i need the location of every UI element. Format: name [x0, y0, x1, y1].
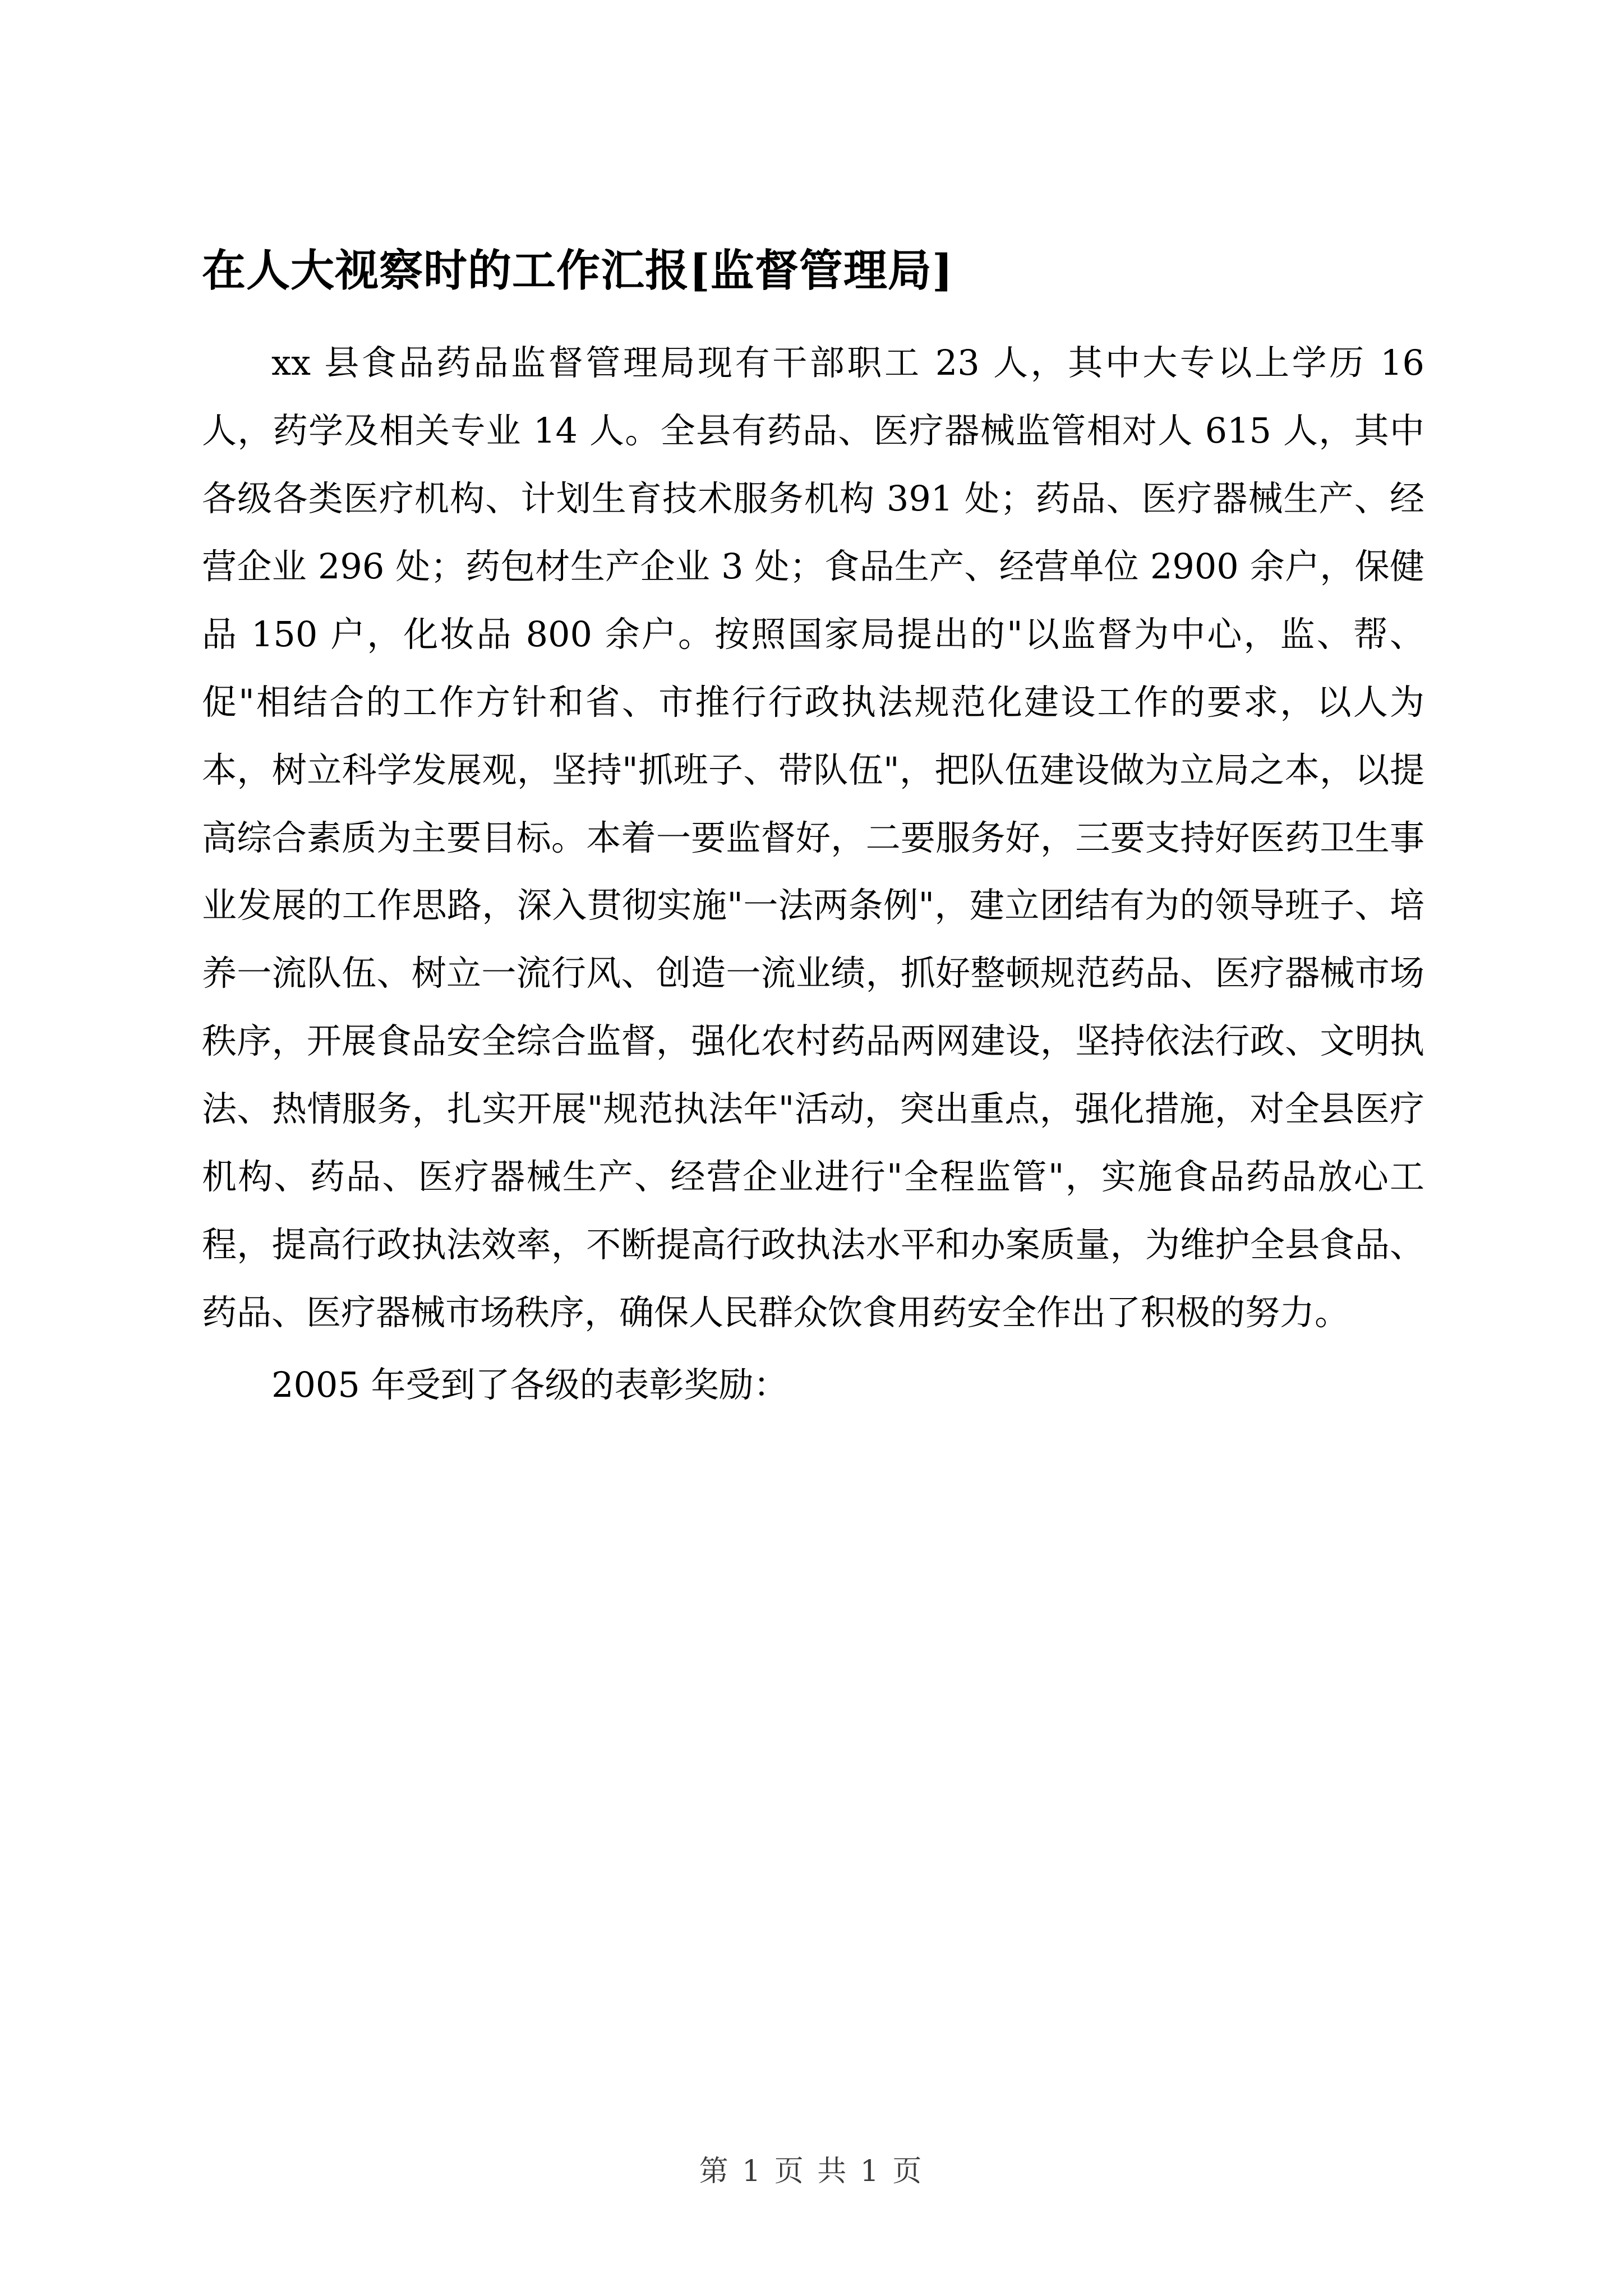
document-body: [202, 241, 1424, 1424]
body-paragraph: xx 县食品药品监督管理局现有干部职工 23 人，其中大专以上学历 16 人，药学及相关专业 14 人。全县有药品、医疗器械监管相对人 615 人，其中各级各类医疗机构、计划生育技术服务机构 391 处；药品、医疗器械生产、经营企业 296 处；药包材生产企业 3 处；食品生产、经营单位 2900 余户，保健品 150 户，化妆品 800 余户。按照国家局提出的"以监督为中心，监、帮、促"相结合的工作方针和省、市推行行政执法规范化建设工作的要求，以人为本，树立科学发展观，坚持"抓班子、带队伍"，把队伍建设做为立局之本，以提高综合素质为主要目标。本着一要监督好，二要服务好，三要支持好医药卫生事业发展的工作思路，深入贯彻实施"一法两条例"，建立团结有为的领导班子、培养一流队伍、树立一流行风、创造一流业绩，抓好整顿规范药品、医疗器械市场秩序，开展食品安全综合监督，强化农村药品两网建设，坚持依法行政、文明执法、热情服务，扎实开展"规范执法年"活动，突出重点，强化措施，对全县医疗机构、药品、医疗器械生产、经营企业进行"全程监管"，实施食品药品放心工程，提高行政执法效率，不断提高行政执法水平和办案质量，为维护全县食品、药品、医疗器械市场秩序，确保人民群众饮食用药安全作出了积极的努力。: [202, 342, 1424, 1333]
page-title: 在人大视察时的工作汇报[监督管理局]: [202, 245, 953, 296]
body-paragraph: 2005 年受到了各级的表彰奖励：: [271, 1364, 789, 1405]
page-footer: 第 1 页 共 1 页: [699, 2155, 924, 2188]
